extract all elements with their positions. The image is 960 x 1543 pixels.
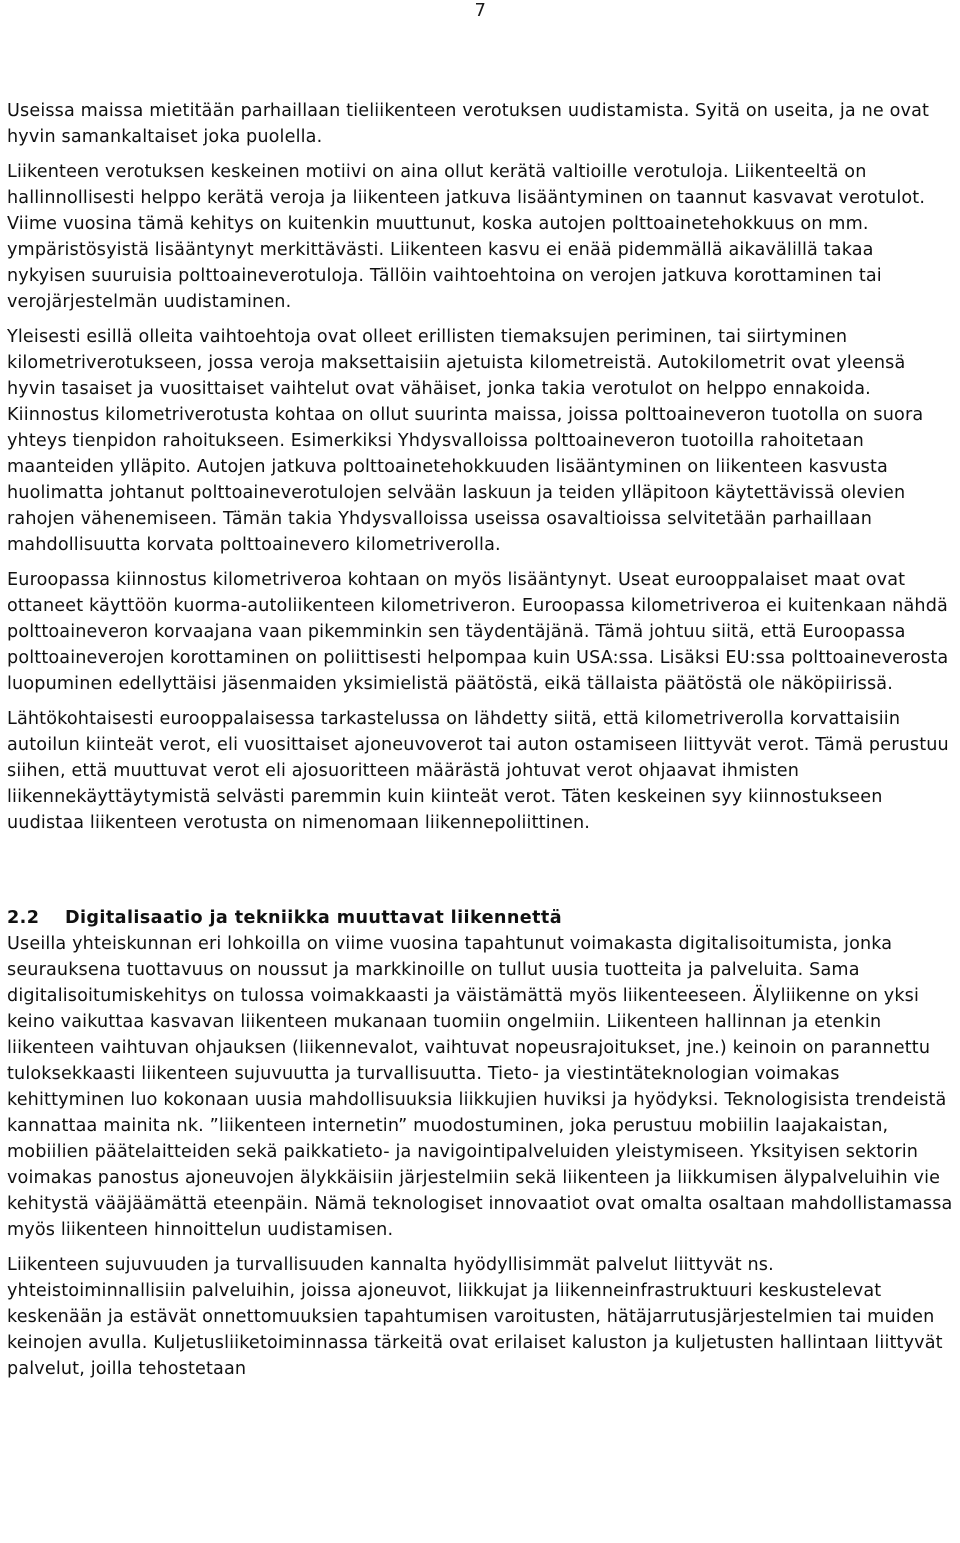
section-number: 2.2 <box>7 908 40 928</box>
page-number: 7 <box>474 0 486 21</box>
document-body <box>7 98 957 1391</box>
section-spacer <box>7 845 957 905</box>
section-title: Digitalisaatio ja tekniikka muuttavat liikennettä <box>65 908 563 928</box>
paragraph-tax-revenue-motive: Liikenteen verotuksen keskeinen motiivi on aina ollut kerätä valtioille verotuloja. Liikenteeltä on hallinnollisesti helppo kerätä veroja ja liikenteen jatkuva lisääntyminen on taannut kasvavat verotulot. Viime vuosina tämä kehitys on kuitenkin muuttunut, koska autojen polttoainetehokkuus on mm. ympäristösyistä lisääntynyt merkittävästi. Liikenteen kasvu ei enää pidemmällä aikavälillä takaa nykyisen suuruisia polttoaineverotuloja. Tällöin vaihtoehtoina on verojen jatkuva korottaminen tai verojärjestelmän uudistaminen. <box>7 162 926 312</box>
paragraph-digitalisation: Useilla yhteiskunnan eri lohkoilla on viime vuosina tapahtunut voimakasta digitalisoitumista, jonka seurauksena tuottavuus on noussut ja markkinoille on tullut uusia tuotteita ja palveluita. Sama digitalisoitumiskehitys on tulossa voimakkaasti ja väistämättä myös liikenteeseen. Älyliikenne on yksi keino vaikuttaa kasvavan liikenteen mukanaan tuomiin ongelmiin. Liikenteen hallinnan ja etenkin liikenteen vaihtuvan ohjauksen (liikennevalot, vaihtuvat nopeusrajoitukset, jne.) keinoin on parannettu tuloksekkaasti liikenteen sujuvuutta ja turvallisuutta. Tieto- ja viestintäteknologian voimakas kehittyminen luo kokonaan uusia mahdollisuuksia liikkujien huviksi ja hyödyksi. Teknologisista trendeistä kannattaa mainita nk. ”liikenteen internetin” muodostuminen, joka perustuu mobiilin laajakaistan, mobiilien päätelaitteiden sekä paikkatieto- ja navigointipalveluiden yleistymiseen. Yksityisen sektorin voimakas panostus ajoneuvojen älykkäisiin järjestelmiin sekä liikenteen ja liikkumisen älypalveluihin vie kehitystä vääjäämättä eteenpäin. Nämä teknologiset innovaatiot ovat omalta osaltaan mahdollistamassa myös liikenteen hinnoittelun uudistamisen. <box>7 934 953 1240</box>
paragraph-europe-interest: Euroopassa kiinnostus kilometriveroa kohtaan on myös lisääntynyt. Useat eurooppalaiset maat ovat ottaneet käyttöön kuorma-autoliikenteen kilometriveron. Euroopassa kilometriveroa ei kuitenkaan nähdä polttoaineveron korvaajana vaan pikemminkin sen täydentäjänä. Tämä johtuu siitä, että Euroopassa polttoaineverojen korottaminen on poliittisesti helpompaa kuin USA:ssa. Lisäksi EU:ssa polttoaineverosta luopuminen edellyttäisi jäsenmaiden yksimielistä päätöstä, eikä tällaista päätöstä ole näköpiirissä. <box>7 570 949 694</box>
paragraph-fixed-taxes-replacement: Lähtökohtaisesti eurooppalaisessa tarkastelussa on lähdetty siitä, että kilometriverolla korvattaisiin autoilun kiinteät verot, eli vuosittaiset ajoneuvoverot tai auton ostamiseen liittyvät verot. Tämä perustuu siihen, että muuttuvat verot eli ajosuoritteen määrästä johtuvat verot ohjaavat ihmisten liikennekäyttäytymistä selvästi paremmin kuin kiinteät verot. Täten keskeinen syy kiinnostukseen uudistaa liikenteen verotusta on nimenomaan liikennepoliittinen. <box>7 709 949 833</box>
paragraph-road-charges-alternatives: Yleisesti esillä olleita vaihtoehtoja ovat olleet erillisten tiemaksujen periminen, tai siirtyminen kilometriverotukseen, jossa veroja maksettaisiin ajetuista kilometreistä. Autokilometrit ovat yleensä hyvin tasaiset ja vuosittaiset vaihtelut ovat vähäiset, jonka takia verotulot on helppo ennakoida. Kiinnostus kilometriverotusta kohtaa on ollut suurinta maissa, joissa polttoaineveron tuotolla on suora yhteys tienpidon rahoitukseen. Esimerkiksi Yhdysvalloissa polttoaineveron tuotoilla rahoitetaan maanteiden ylläpito. Autojen jatkuva polttoainetehokkuuden lisääntyminen on liikenteen kasvusta huolimatta johtanut polttoaineverotulojen selvään laskuun ja teiden ylläpitoon käytettävissä olevien rahojen vähenemiseen. Tämän takia Yhdysvalloissa useissa osavaltioissa selvitetään parhaillaan mahdollisuutta korvata polttoainevero kilometriverolla. <box>7 327 924 555</box>
paragraph-cooperative-services: Liikenteen sujuvuuden ja turvallisuuden kannalta hyödyllisimmät palvelut liittyvät ns. yhteistoiminnallisiin palveluihin, joissa ajoneuvot, liikkujat ja liikenneinfrastruktuuri keskustelevat keskenään ja estävät onnettomuuksien tapahtumisen varoitusten, hätäjarrutusjärjestelmien tai muiden keinojen avulla. Kuljetusliiketoiminnassa tärkeitä ovat erilaiset kaluston ja kuljetusten hallintaan liittyvät palvelut, joilla tehostetaan <box>7 1255 943 1379</box>
section-heading <box>7 905 957 931</box>
paragraph-tax-reform-intro: Useissa maissa mietitään parhaillaan tieliikenteen verotuksen uudistamista. Syitä on useita, ja ne ovat hyvin samankaltaiset joka puolella. <box>7 101 930 147</box>
